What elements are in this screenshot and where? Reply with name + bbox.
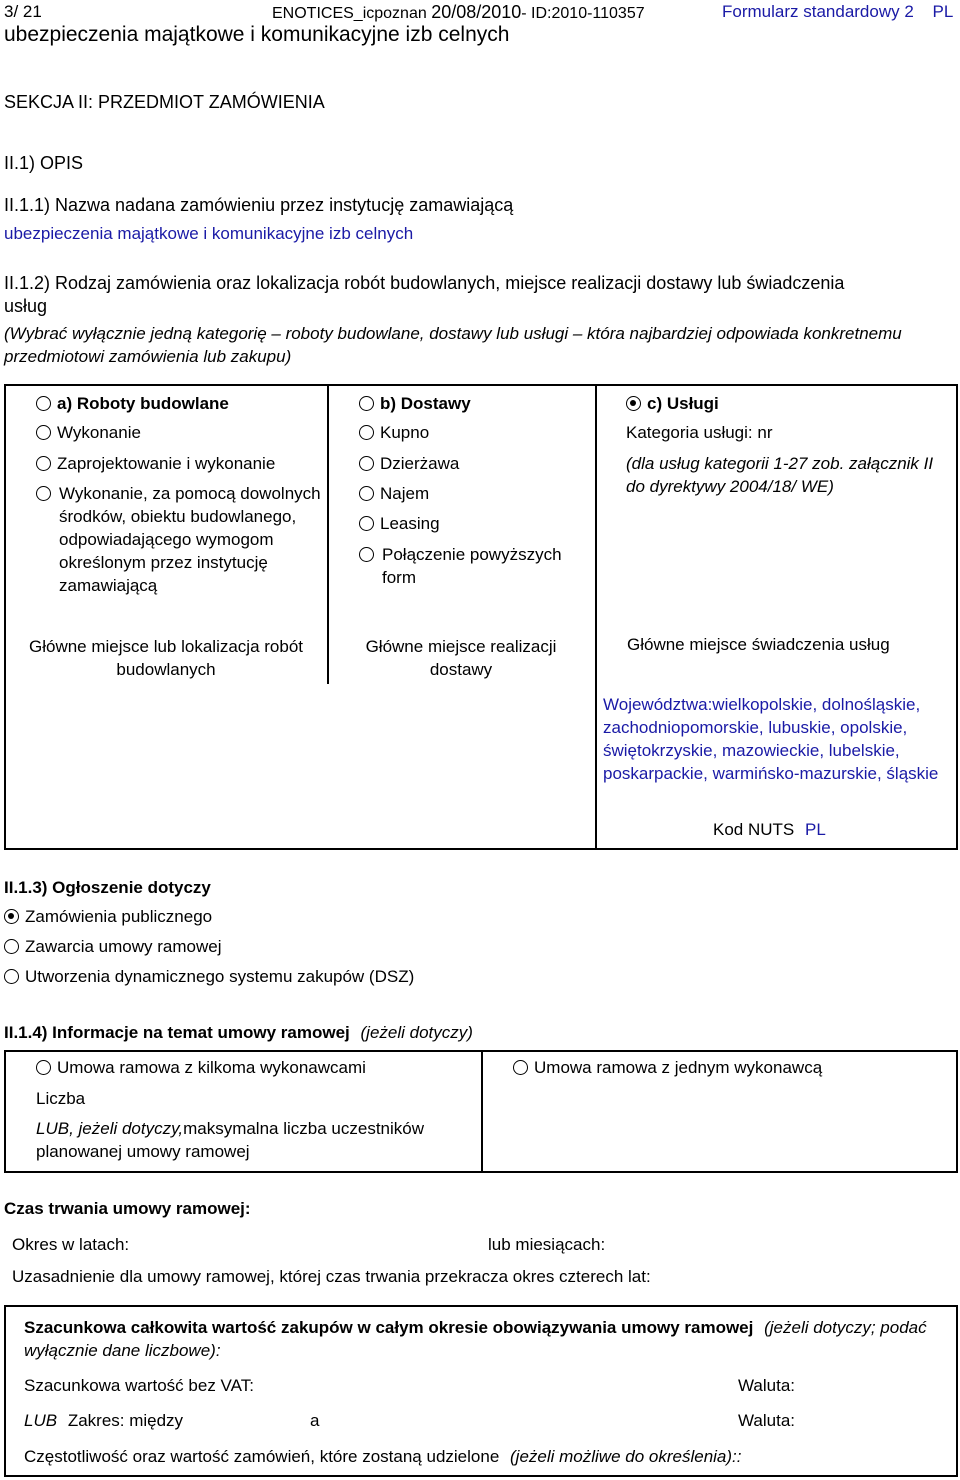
nuts-code <box>713 820 826 840</box>
range-lub: LUB <box>24 1411 58 1430</box>
radio-icon[interactable] <box>359 425 374 440</box>
notice-id-suffix: - ID:2010-110357 <box>521 5 645 22</box>
header-title: ubezpieczenia majątkowe i komunikacyjne izb celnych <box>4 23 510 46</box>
col-a-opt1-label: Wykonanie <box>57 423 141 442</box>
s111-heading: II.1.1) Nazwa nadana zamówieniu przez instytucję zamawiającą <box>4 195 514 215</box>
nuts-label: Kod NUTS <box>713 820 795 839</box>
s114-count: Liczba <box>36 1089 86 1108</box>
col-c-place: Główne miejsce świadczenia usług <box>627 635 890 654</box>
radio-icon[interactable] <box>359 396 374 411</box>
radio-icon[interactable] <box>36 425 51 440</box>
s113-opt1[interactable] <box>4 907 212 927</box>
value-heading-note: (jeżeli dotyczy; podać wyłącznie dane liczbowe): <box>24 1318 927 1360</box>
duration-justification: Uzasadnienie dla umowy ramowej, której czas trwania przekracza okres czterech lat: <box>12 1267 651 1286</box>
frequency-text: Częstotliwość oraz wartość zamówień, które zostaną udzielone <box>24 1447 500 1466</box>
radio-selected-icon[interactable] <box>626 396 641 411</box>
radio-icon[interactable] <box>359 486 374 501</box>
col-a-title[interactable] <box>36 394 229 414</box>
range-a: a <box>310 1411 320 1430</box>
col-b-opt4[interactable] <box>359 514 440 534</box>
col-a-opt2[interactable] <box>36 454 275 474</box>
frequency <box>24 1447 742 1467</box>
col-b-opt3[interactable] <box>359 484 429 504</box>
col-c-title-label: c) Usługi <box>647 394 719 413</box>
col-a-opt3-label: Wykonanie, za pomocą dowolnych środków, obiektu budowlanego, odpowiadającego wymogom określonym przez instytucję zamawiającą <box>59 484 321 595</box>
frequency-note: (jeżeli możliwe do określenia):: <box>510 1447 742 1466</box>
s113-opt1-label: Zamówienia publicznego <box>25 907 213 926</box>
col-a-place: Główne miejsce lub lokalizacja robót budowlanych <box>28 637 304 679</box>
s113-heading: II.1.3) Ogłoszenie dotyczy <box>4 878 211 897</box>
radio-icon[interactable] <box>4 939 19 954</box>
radio-icon[interactable] <box>513 1060 528 1075</box>
framework-divider <box>481 1050 483 1173</box>
radio-selected-icon[interactable] <box>4 909 19 924</box>
nuts-value: PL <box>804 820 826 839</box>
col-b-opt5-label: Połączenie powyższych form <box>382 545 562 587</box>
col-a-opt3-radio[interactable] <box>36 484 57 504</box>
currency-1: Waluta: <box>738 1376 796 1395</box>
notice-date: 20/08/2010 <box>431 2 522 22</box>
s114-opt2[interactable] <box>513 1058 822 1078</box>
s114-opt1[interactable] <box>36 1058 366 1078</box>
duration-heading: Czas trwania umowy ramowej: <box>4 1199 251 1218</box>
value-heading <box>24 1316 934 1362</box>
form-name: Formularz standardowy 2 <box>722 2 914 21</box>
grid-divider-2 <box>595 384 597 850</box>
duration-years: Okres w latach: <box>12 1235 130 1254</box>
currency-2: Waluta: <box>738 1411 796 1430</box>
s114-heading <box>4 1023 473 1043</box>
radio-icon[interactable] <box>36 456 51 471</box>
radio-icon[interactable] <box>4 969 19 984</box>
notice-id-prefix: ENOTICES_icpoznan <box>272 5 432 22</box>
col-c-category: Kategoria usługi: nr <box>626 423 773 442</box>
radio-icon[interactable] <box>36 486 51 501</box>
col-b-title-label: b) Dostawy <box>380 394 471 413</box>
s112-heading: II.1.2) Rodzaj zamówienia oraz lokalizacja robót budowlanych, miejsce realizacji dostawy lub świadczenia usług <box>4 273 845 316</box>
s111-value: ubezpieczenia majątkowe i komunikacyjne izb celnych <box>4 224 414 243</box>
s114-opt1-label: Umowa ramowa z kilkoma wykonawcami <box>57 1058 366 1077</box>
page-number: 3/ 21 <box>4 2 42 21</box>
col-c-category-note: (dla usług kategorii 1-27 zob. załącznik II do dyrektywy 2004/18/ WE) <box>626 454 934 496</box>
s114-max-text: maksymalna liczba uczestników planowanej umowy ramowej <box>36 1119 424 1161</box>
duration-months: lub miesiącach: <box>488 1235 606 1254</box>
col-b-opt1[interactable] <box>359 423 429 443</box>
col-b-opt5-radio[interactable] <box>359 545 380 565</box>
form-label <box>722 2 953 22</box>
radio-icon[interactable] <box>359 547 374 562</box>
col-b-opt2[interactable] <box>359 454 459 474</box>
range-label: Zakres: między <box>67 1411 184 1430</box>
s114-max <box>36 1117 478 1163</box>
col-b-place: Główne miejsce realizacji dostawy <box>365 637 557 679</box>
s112-note: (Wybrać wyłącznie jedną kategorię – roboty budowlane, dostawy lub usługi – która najbardziej odpowiada konkretnemu przedmiotowi zamówienia lub zakupu) <box>4 324 902 366</box>
radio-icon[interactable] <box>359 516 374 531</box>
col-b-opt1-label: Kupno <box>380 423 430 442</box>
s114-heading-text: II.1.4) Informacje na temat umowy ramowej <box>4 1023 350 1042</box>
value-heading-text: Szacunkowa całkowita wartość zakupów w całym okresie obowiązywania umowy ramowej <box>24 1318 754 1337</box>
grid-divider-1 <box>327 384 329 684</box>
col-b-opt4-label: Leasing <box>380 514 440 533</box>
radio-icon[interactable] <box>36 396 51 411</box>
s114-opt2-label: Umowa ramowa z jednym wykonawcą <box>534 1058 823 1077</box>
col-b-opt2-label: Dzierżawa <box>380 454 460 473</box>
s114-lub-note: LUB, jeżeli dotyczy, <box>36 1119 184 1138</box>
s113-opt3-label: Utworzenia dynamicznego systemu zakupów (DSZ) <box>25 967 415 986</box>
s113-opt2-label: Zawarcia umowy ramowej <box>25 937 222 956</box>
net-value: Szacunkowa wartość bez VAT: <box>24 1376 254 1395</box>
col-a-opt1[interactable] <box>36 423 141 443</box>
s113-opt2[interactable] <box>4 937 222 957</box>
s114-heading-note: (jeżeli dotyczy) <box>360 1023 473 1042</box>
col-b-opt3-label: Najem <box>380 484 430 503</box>
radio-icon[interactable] <box>36 1060 51 1075</box>
col-b-title[interactable] <box>359 394 471 414</box>
form-lang: PL <box>932 2 954 21</box>
radio-icon[interactable] <box>359 456 374 471</box>
col-a-opt2-label: Zaprojektowanie i wykonanie <box>57 454 276 473</box>
s113-opt3[interactable] <box>4 967 414 987</box>
opis-heading: II.1) OPIS <box>4 153 84 173</box>
col-c-title[interactable] <box>626 394 719 414</box>
col-a-title-label: a) Roboty budowlane <box>57 394 229 413</box>
range-row <box>24 1411 183 1431</box>
col-c-place-value: Województwa:wielkopolskie, dolnośląskie, zachodniopomorskie, lubuskie, opolskie, świętokrzyskie, mazowieckie, lubelskie, poskarpackie, warmińsko-mazurskie, śląskie <box>603 695 939 783</box>
notice-id <box>272 2 645 23</box>
section-heading: SEKCJA II: PRZEDMIOT ZAMÓWIENIA <box>4 92 325 112</box>
